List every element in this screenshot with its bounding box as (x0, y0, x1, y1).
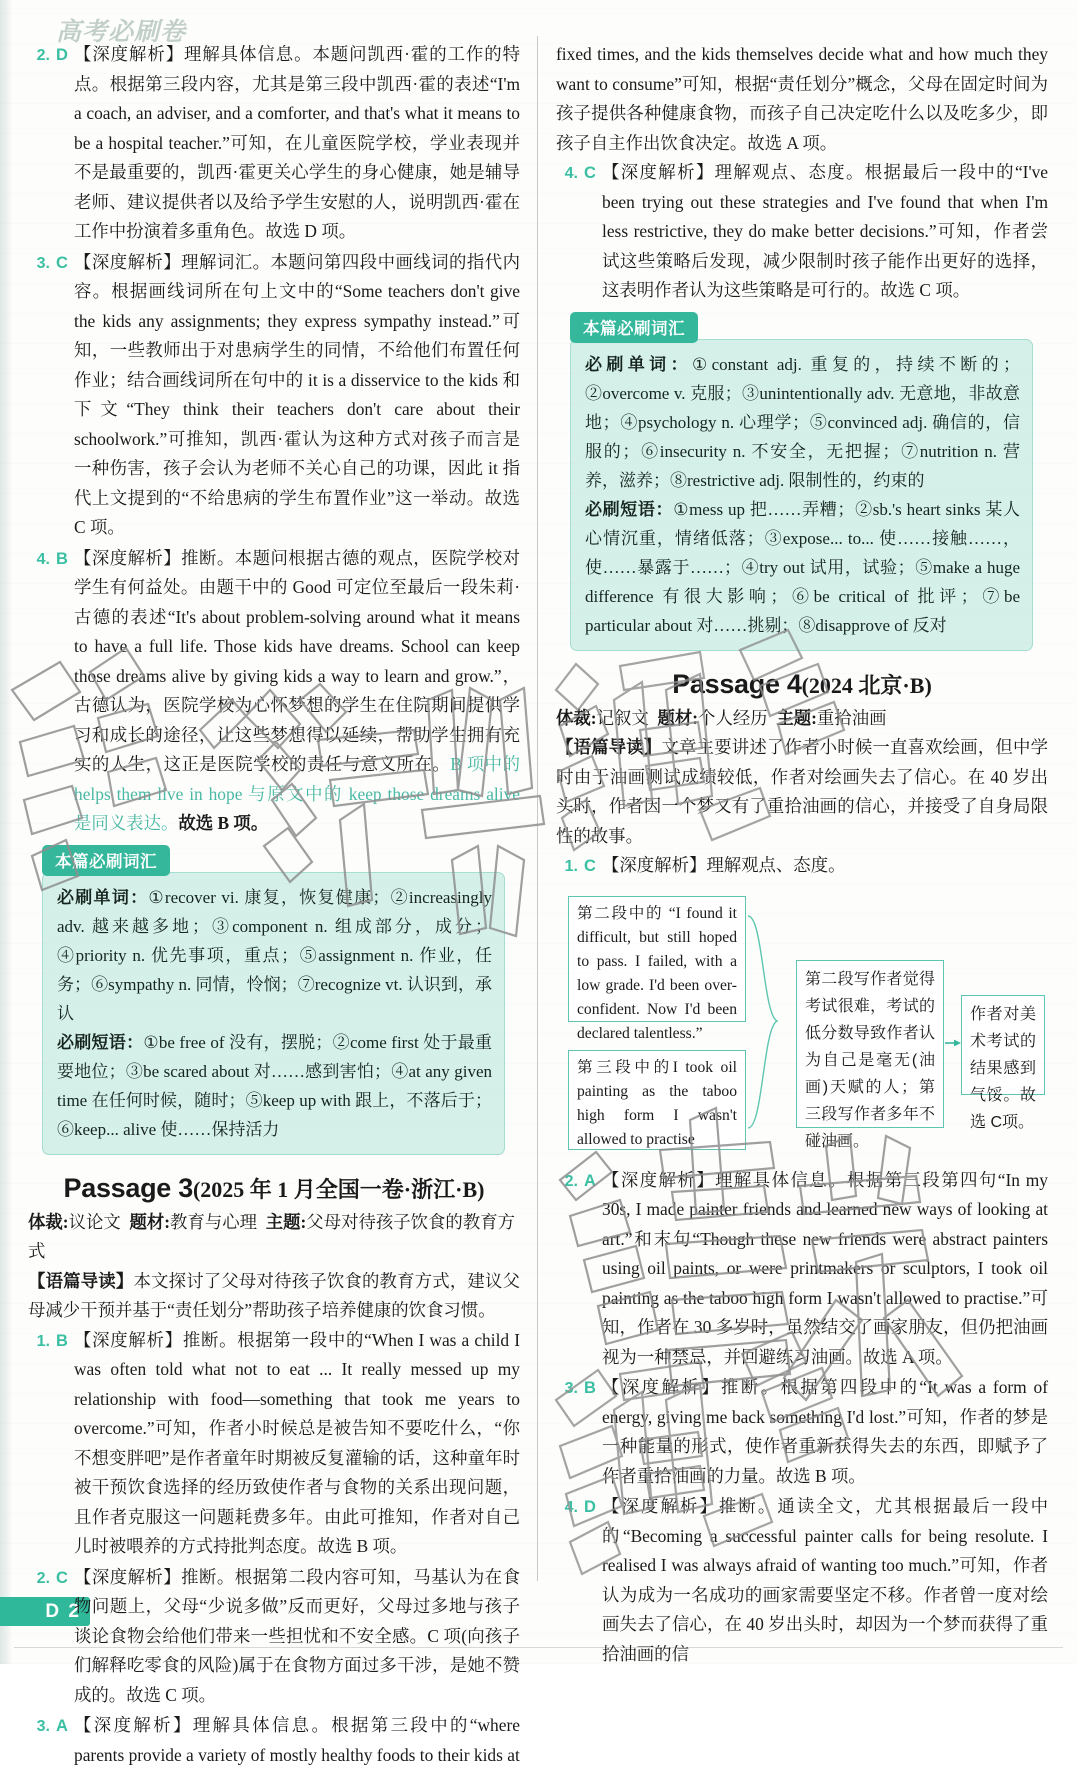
flow-box-analysis: 第二段写作者觉得考试很难，考试的低分数导致作者认为自己是毫无(油画)天赋的人；第三段写作者多年不碰油画。 (796, 960, 944, 1128)
passage-3-meta (28, 1208, 520, 1267)
answer-option: D (56, 46, 68, 64)
meta-genre-key: 体裁: (556, 707, 597, 728)
answer-explanation: 【深度解析】推断。根据第四段中的“It was a form of energy, giving me back something I'd lost.”可知，作者的梦是一种能量的形式，使作者重新获得失去的东西，即赋予了作者重拾油画的力量。故选 B 项。 (602, 1377, 1048, 1486)
answer-option: C (56, 1568, 68, 1587)
flow-box-evidence-2: 第三段中的I took oil painting as the taboo high form I wasn't allowed to practise (568, 1050, 746, 1150)
question-number: 4. (564, 165, 578, 182)
guide-label: 【语篇导读】 (556, 737, 662, 757)
reasoning-flow-diagram (556, 890, 1048, 1162)
vocabulary-box-right (570, 312, 1033, 651)
answer-item-p3-3 (28, 1711, 520, 1770)
meta-genre-key: 体裁: (28, 1211, 69, 1232)
vocab-phrases-key: 必刷短语： (57, 1032, 144, 1052)
question-number: 1. (36, 1332, 50, 1350)
guide-text: 文章主要讲述了作者小时候一直喜欢绘画，但中学时由于油画测试成绩较低，作者对绘画失去了信心。在 40 岁出头时，作者因一个梦又有了重拾油画的信心，并接受了自身局限性的故事。 (556, 737, 1048, 846)
answer-explanation: 【深度解析】理解观点、态度。 (602, 855, 846, 875)
left-column (28, 40, 520, 1771)
question-number: 1. (564, 858, 578, 875)
flow-box-conclusion (961, 995, 1045, 1131)
passage-3-title (28, 1173, 520, 1204)
passage-4-meta (556, 704, 1048, 734)
answer-item-2-left (28, 40, 520, 247)
answer-explanation: 【深度解析】理解词汇。本题问第四段中画线词的指代内容。根据画线词所在句上文中的“Some teachers don't give the kids any assignments; they express sympathy instead.”可知，一些教师出于对患病学生的同情，不给他们布置任何作业；结合画线词所在句中的 it is a disservice to the kids 和下文“They think their teachers don't care about their schoolwork.”可推知，凯西·霍认为这种方式对孩子而言是一种伤害，孩子会认为老师不关心自己的功课，因此 it 指代上文提到的“不给患病的学生布置作业”这一举动。故选 C 项。 (74, 251, 520, 537)
vocabulary-box-left (42, 845, 505, 1155)
guide-text: 本文探讨了父母对待孩子饮食的教育方式，建议父母减少干预并基于“责任划分”帮助孩子培养健康的饮食习惯。 (28, 1270, 520, 1320)
brace-connector-icon (747, 914, 793, 1130)
vocabulary-box-label: 本篇必刷词汇 (42, 845, 170, 876)
answer-option: C (56, 253, 68, 272)
vocab-phrases-list: ①mess up 把……弄糟；②sb.'s heart sinks 某人心情沉重，情绪低落；③expose... to... 使……接触……，使……暴露于……；④try out 试用，试验；⑤make a huge difference 有很大影响；⑥be critical of 批评；⑦be particular about 对……挑剔；⑧disapprove of 反对 (585, 499, 1020, 635)
flow-conclusion-text: 作者对美术考试的结果感到气馁。故选 C项。 (970, 1005, 1036, 1131)
answer-item-p4-1 (556, 851, 1048, 882)
meta-theme-key: 主题: (265, 1211, 307, 1232)
meta-theme-key: 主题: (776, 707, 817, 728)
answer-item-4-left (28, 544, 520, 839)
page-edge-shadow (0, 0, 12, 1664)
meta-genre-value: 议论文 (68, 1211, 121, 1232)
vocab-words-list: ①constant adj. 重复的，持续不断的；②overcome v. 克服；③unintentionally adv. 无意地，非故意地；④psychology n. 心理学；⑤convinced adj. 确信的，信服的；⑥insecurity n. 不安全，无把握；⑦nutrition n. 营养，滋养；⑧restrictive adj. 限制性的，约束的 (585, 354, 1020, 490)
vocab-words-list: ①recover vi. 康复，恢复健康；②increasingly adv. 越来越多地；③component n. 组成部分，成分；④priority n. 优先事项，重点；⑤assignment n. 作业，任务；⑥sympathy n. 同情，怜悯；⑦recognize vt. 认识到，承认 (57, 887, 493, 1023)
answer-item-p3-1 (28, 1326, 520, 1562)
answer-item-p3-2 (28, 1563, 520, 1711)
answer-option: D (584, 1498, 596, 1516)
answer-item-p4-4 (556, 1492, 1048, 1669)
answer-explanation: 【深度解析】理解观点、态度。根据最后一段中的“I've been trying out these strategies and I've found that when I'm less restrictive, they do make better decisions.”可知，作者尝试这些策略后发现，减少限制时孩子能作出更好的选择，这表明作者认为这些策略是可行的。故选 C 项。 (602, 162, 1048, 300)
vocab-words-key: 必刷单词： (585, 354, 692, 374)
vocab-words-key: 必刷单词： (57, 887, 149, 907)
question-number: 2. (36, 1569, 50, 1587)
passage-4-title (556, 669, 1048, 700)
vocabulary-box-body (42, 872, 505, 1155)
meta-theme-value: 重拾油画 (816, 707, 887, 728)
answer-option: C (584, 164, 596, 182)
meta-theme-value: 父母对待孩子饮食的教育方式 (28, 1211, 515, 1261)
meta-topic-value: 教育与心理 (170, 1211, 258, 1232)
vocabulary-box-label: 本篇必刷词汇 (570, 312, 698, 343)
explanation-part-1: 【深度解析】推断。本题问根据古德的观点，医院学校对学生有何益处。由题干中的 Good 可定位至最后一段朱莉·古德的表述“It's about problem-solving around what it means to have a full life. Those kids have dreams. School can keep those dreams alive by giving kids a way to learn and grow.”，古德认为，医院学校为心怀梦想的学生在住院期间提供学习和成长的途径，让这些梦想得以延续，帮助学生拥有充实的人生，这正是医院学校的责任与意义所在。 (74, 547, 520, 774)
answer-explanation: 【深度解析】理解具体信息。根据第三段第四句“In my 30s, I made painter friends and learned new ways of looking at art.”和末句“Though these new friends were abstract painters using oil paints, or were printmakers or sculptors, I took oil painting as the taboo high form I wasn't allowed to practise.”可知，作者在 30 多岁时，虽然结交了画家朋友，但仍把油画视为一种禁忌，并回避练习油画。故选 A 项。 (602, 1169, 1048, 1367)
answer-explanation: 【深度解析】推断。根据第二段内容可知，马基认为在食物问题上，父母“少说多做”反而更好，父母过多地与孩子谈论食物会给他们带来一些担忧和不安全感。C 项(向孩子们解释吃零食的风险)属于在食物方面过多干涉，是她不赞成的。故选 C 项。 (74, 1566, 520, 1705)
answer-option: A (56, 1717, 68, 1735)
answer-p3-3-continuation: fixed times, and the kids themselves decide what and how much they want to consume”可知，根据“责任划分”概念，父母在固定时间为孩子提供各种健康食物，而孩子自己决定吃什么以及吃多少，即孩子自主作出饮食决定。故选 A 项。 (556, 44, 1048, 153)
answer-option: A (584, 1171, 596, 1190)
passage-source: (2024 北京·B) (801, 672, 932, 698)
flow-box-evidence-1: 第二段中的 “I found it difficult, but still hoped to pass. I failed, with a low grade. I'd been over-confident. Now I'd been declared talentless.” (568, 896, 746, 1022)
vocabulary-box-body (570, 339, 1033, 651)
answer-item-p3-4 (556, 158, 1048, 306)
question-number: 3. (564, 1380, 578, 1397)
vocab-phrases-key: 必刷短语： (585, 499, 674, 519)
question-number: 2. (36, 47, 50, 64)
column-divider (537, 36, 538, 1581)
page-number-badge: D 2 (0, 1597, 90, 1626)
question-number: 3. (36, 254, 50, 272)
meta-genre-value: 记叙文 (596, 707, 649, 728)
answer-option: B (56, 549, 68, 568)
meta-topic-key: 题材: (129, 1211, 171, 1232)
explanation-teal-note: B 项中的 helps them live in hope 与原文中的 keep those dreams alive 是同义表达。 (74, 754, 520, 833)
passage-source: (2025 年 1 月全国一卷·浙江·B) (192, 1176, 485, 1202)
answer-explanation: 【深度解析】理解具体信息。根据第三段中的“where parents provide a variety of mostly healthy foods to their kids at (74, 1715, 520, 1765)
explanation-conclusion: 故选 B 项。 (178, 813, 269, 833)
answer-item-3-left (28, 248, 520, 543)
answer-explanation (74, 544, 520, 839)
passage-title-text: Passage 3 (63, 1172, 193, 1203)
passage-title-text: Passage 4 (672, 668, 802, 699)
answer-option: B (56, 1331, 68, 1350)
meta-topic-key: 题材: (657, 707, 699, 728)
guide-label: 【语篇导读】 (28, 1270, 134, 1291)
meta-topic-value: 个人经历 (698, 707, 768, 728)
question-number: 4. (564, 1499, 578, 1516)
answer-item-p4-3 (556, 1373, 1048, 1491)
question-number: 4. (36, 550, 50, 568)
answer-explanation: 【深度解析】理解具体信息。本题问凯西·霍的工作的特点。根据第三段内容，尤其是第三段中凯西·霍的表述“I'm a coach, an adviser, and a comforter, and that's what it means to be a hospital teacher.”可知，在儿童医院学校，学业表现并不是最重要的，凯西·霍更关心学生的身心健康，她是辅导老师、建议提供者以及给予学生安慰的人，说明凯西·霍在工作中扮演着多重角色。故选 D 项。 (74, 44, 520, 241)
book-brand-title: 高考必刷卷 (56, 19, 187, 46)
arrow-right-icon (945, 1038, 962, 1048)
right-column (556, 40, 1048, 1670)
vocab-phrases-list: ①be free of 没有，摆脱；②come first 处于最重要地位；③be scared about 对……感到害怕；④at any given time 在任何时候，随时；⑤keep up with 跟上，不落后于；⑥keep... alive 使……保持活力 (57, 1032, 493, 1139)
passage-3-guide (28, 1267, 520, 1326)
passage-4-guide (556, 733, 1048, 851)
question-number: 2. (564, 1172, 578, 1190)
question-number: 3. (36, 1718, 50, 1735)
answer-option: B (584, 1379, 596, 1397)
answer-item-p4-2 (556, 1166, 1048, 1373)
answer-option: C (584, 857, 596, 875)
answer-explanation: 【深度解析】推断。通读全文，尤其根据最后一段中的“Becoming a successful painter calls for being resolute. I realised I was always afraid of wanting too much.”可知，作者认为成为一名成功的画家需要坚定不移。作者曾一度对绘画失去了信心，在 40 岁出头时，却因为一个梦而获得了重拾油画的信 (602, 1496, 1048, 1664)
answer-explanation: 【深度解析】推断。根据第一段中的“When I was a child I was often told what not to eat ... It really messed up my relationship with food—something that took me years to overcome.”可知，作者小时候总是被告知不要吃什么，“你不想变胖吧”是作者童年时期被反复灌输的话，这种童年时被干预饮食选择的经历致使作者与食物的关系出现问题，且作者克服这一问题耗费多年。由此可推知，作者对自己儿时被喂养的方式持批判态度。故选 B 项。 (74, 1329, 520, 1556)
